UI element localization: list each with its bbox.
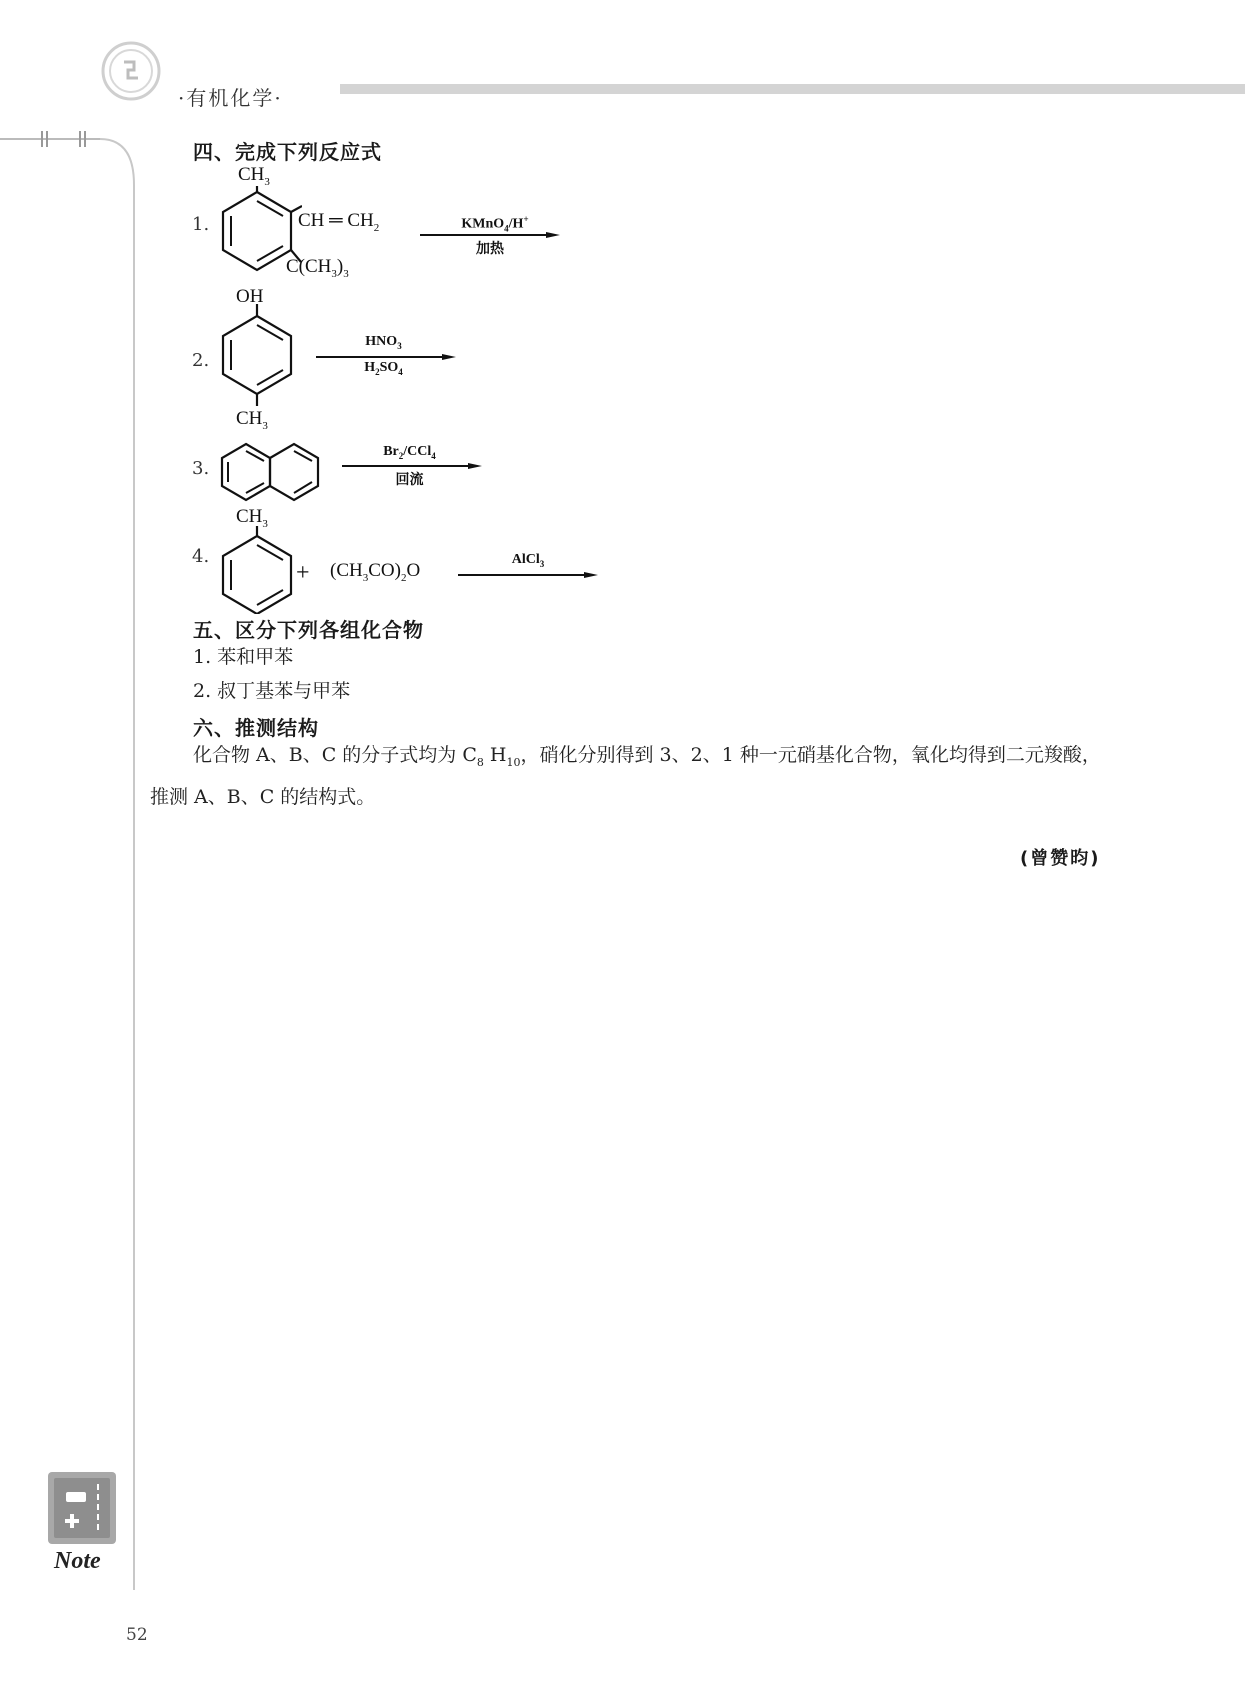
section-6-paragraph: 化合物 A、B、C 的分子式均为 $C_8$ $H_{10}$，硝化分别得到 3、2、1 种一元硝基化合物，氧化均得到二元羧酸，推测 A、B、C 的结构式。 bbox=[150, 744, 1101, 808]
margin-decoration bbox=[0, 125, 140, 1595]
note-label: Note bbox=[54, 1548, 101, 1574]
reaction-2-reagent-above: $HNO_3$ bbox=[365, 334, 402, 351]
section-5-title: 五、区分下列各组化合物 bbox=[193, 618, 424, 642]
section-5-item-1: 1. 苯和甲苯 bbox=[193, 646, 294, 668]
reaction-4-reagent-above: AlCl$_3$ bbox=[511, 552, 545, 569]
section-4-title: 四、完成下列反应式 bbox=[193, 140, 382, 164]
reaction-4-plus-sign: + bbox=[296, 560, 310, 586]
header-title: ·有机化学· bbox=[178, 86, 283, 110]
reaction-4-benzene-ring bbox=[212, 524, 302, 614]
reaction-1-reagent-below: 加热 bbox=[476, 242, 504, 257]
reaction-1-number: 1. bbox=[192, 214, 210, 235]
page-number: 52 bbox=[126, 1625, 148, 1645]
reaction-3-reagent-below: 回流 bbox=[395, 473, 424, 488]
reaction-3-naphthalene-ring bbox=[216, 440, 322, 506]
reaction-3-reagent-above: $Br_2/CCl_4$ bbox=[383, 444, 436, 461]
reaction-2-reagent-below: $H_2SO_4$ bbox=[364, 360, 403, 377]
reaction-4-arrow bbox=[458, 570, 598, 580]
reaction-3-number: 3. bbox=[192, 458, 210, 479]
reaction-4-methyl-label: $CH_3$ bbox=[236, 506, 268, 530]
reaction-2-methyl-label: $CH_3$ bbox=[236, 408, 268, 432]
section-5-item-2: 2. 叔丁基苯与甲苯 bbox=[193, 680, 351, 702]
reaction-2-benzene-ring bbox=[212, 302, 302, 412]
header-divider-bar bbox=[340, 84, 1245, 94]
reaction-2-hydroxyl-label: OH bbox=[236, 286, 264, 307]
reaction-1-reagent-above: KMnO$_4$/H+ bbox=[461, 214, 529, 234]
reaction-1-tert-butyl-label: $C(CH_3)_3$ bbox=[286, 256, 349, 280]
reaction-2-number: 2. bbox=[192, 350, 210, 371]
author-credit: (曾赞昀) bbox=[1020, 848, 1101, 869]
note-book-icon bbox=[46, 1470, 118, 1546]
reaction-1-methyl-label: $CH_3$ bbox=[238, 164, 270, 188]
reaction-1-vinyl-label: CH ═ $CH_2$ bbox=[298, 210, 380, 234]
reaction-4-number: 4. bbox=[192, 546, 210, 567]
section-6-title: 六、推测结构 bbox=[193, 716, 319, 740]
reaction-4-acetic-anhydride: $(CH_3CO)_2O$ bbox=[330, 560, 421, 584]
header-emblem-icon bbox=[100, 40, 162, 102]
